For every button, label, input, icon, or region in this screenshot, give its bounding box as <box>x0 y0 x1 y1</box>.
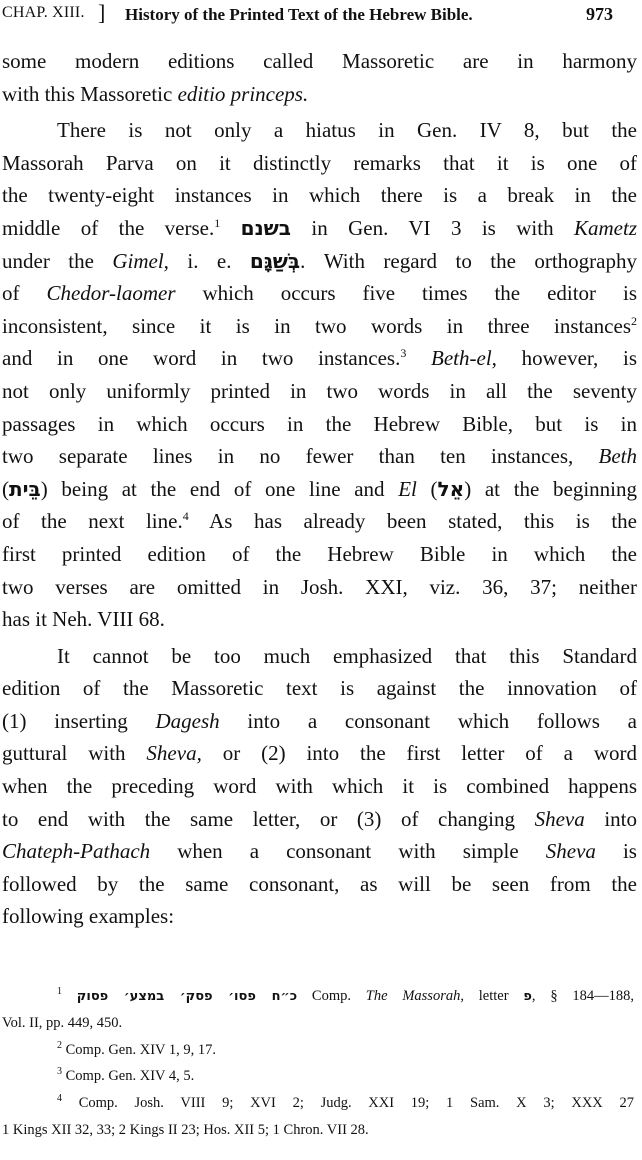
text-run: Comp. Gen. XIV 4, 5. <box>62 1068 195 1085</box>
body-line <box>2 45 637 78</box>
running-header <box>0 2 642 32</box>
text-run: As has already been stated, this is the <box>188 509 638 534</box>
body-line <box>2 705 637 738</box>
hebrew-text: פ <box>523 989 532 1004</box>
text-run <box>62 988 77 1004</box>
text-run: two separate lines in no fewer than ten instances, <box>2 444 599 469</box>
hebrew-text: בְּשַׁגָּם <box>249 248 301 273</box>
text-run: with this Massoretic <box>2 81 178 106</box>
text-run: first printed edition of the Hebrew Bible in which the <box>2 541 637 566</box>
text-run: however, is <box>496 346 637 371</box>
text-run: (1) inserting <box>2 708 156 733</box>
hebrew-text: בשנם <box>240 215 291 240</box>
text-run: guttural with <box>2 741 147 766</box>
text-run: ) being at the end of one line and <box>40 476 399 501</box>
hebrew-text: אֵל <box>437 476 465 501</box>
footnote-line <box>2 983 634 1010</box>
text-run: ) at the beginning <box>464 476 638 501</box>
italic-text: Gimel, <box>112 248 169 273</box>
text-run: into a consonant which follows a <box>219 708 637 733</box>
footnote-line <box>2 1090 634 1117</box>
text-run: of the next line. <box>2 509 183 534</box>
footnote-line <box>2 1037 634 1064</box>
text-run: into <box>584 806 637 831</box>
text-run: letter <box>463 988 524 1004</box>
body-line <box>2 770 637 803</box>
italic-text: Sheva <box>545 839 596 864</box>
running-title: History of the Printed Text of the Hebrew Bible. <box>125 5 473 24</box>
footnotes <box>2 983 634 1144</box>
text-run: to end with the same letter, or (3) of changing <box>2 806 535 831</box>
text-run: edition of the Massoretic text is against the innovation of <box>2 676 637 701</box>
text-run: under the <box>2 248 113 273</box>
text-run: middle of the verse. <box>2 215 215 240</box>
text-run: Massorah Parva on it distinctly remarks that it is one of <box>2 150 637 175</box>
body-line <box>2 473 637 506</box>
italic-text: Sheva, <box>146 741 202 766</box>
text-run: not only uniformly printed in two words in all the seventy <box>2 378 637 403</box>
chapter-label: CHAP. XIII. <box>2 4 85 21</box>
text-run: i. e. <box>168 248 250 273</box>
footnote-marker: 3 <box>57 1066 62 1078</box>
footnote-line <box>2 1063 634 1090</box>
body-line <box>2 672 637 705</box>
body-line <box>2 114 637 147</box>
footnote-marker: 2 <box>631 313 637 328</box>
page-number: 973 <box>586 4 613 24</box>
body-line <box>2 900 637 933</box>
italic-text: Beth-el, <box>431 346 497 371</box>
footnote-marker: 4 <box>57 1093 62 1105</box>
italic-text: editio princeps. <box>177 81 309 106</box>
text-run: the twenty-eight instances in which there is a break in the <box>2 183 637 208</box>
body-line <box>2 375 637 408</box>
body-line <box>2 408 637 441</box>
italic-text: Sheva <box>534 806 585 831</box>
text-run: , § 184—188, <box>531 988 635 1004</box>
footnote-marker: 4 <box>182 509 189 524</box>
body-line <box>2 179 637 212</box>
body-line <box>2 277 637 310</box>
text-run: in Gen. VI 3 is with <box>291 215 574 240</box>
text-run: or (2) into the first letter of a word <box>201 741 637 766</box>
text-run: following examples: <box>2 904 175 929</box>
body-line <box>2 245 637 278</box>
footnote-line <box>2 1117 634 1144</box>
text-run: is <box>595 839 637 864</box>
body-line <box>2 571 637 604</box>
body-line <box>2 640 637 673</box>
text-run: Comp. Josh. VIII 9; XVI 2; Judg. XXI 19; 1 Sam. X 3; XXX 27 <box>62 1095 634 1112</box>
text-run: Comp. Gen. XIV 1, 9, 17. <box>62 1041 216 1058</box>
italic-text: The Massorah, <box>365 988 464 1004</box>
text-run: and in one word in two instances. <box>2 346 401 371</box>
body-line <box>2 803 637 836</box>
footnote-marker: 1 <box>214 215 221 230</box>
text-run <box>220 216 240 240</box>
text-run: when a consonant with simple <box>150 839 546 864</box>
text-run: 1 Kings XII 32, 33; 2 Kings II 23; Hos. XII 5; 1 Chron. VII 28. <box>2 1121 369 1138</box>
italic-text: Chedor-laomer <box>46 281 176 306</box>
footnote-marker: 3 <box>400 346 407 361</box>
text-run: which occurs five times the editor is <box>175 281 637 306</box>
text-run: There is not only a hiatus in Gen. IV 8, but the <box>57 118 637 143</box>
text-run <box>406 346 431 370</box>
body-line <box>2 603 637 636</box>
italic-text: Dagesh <box>155 708 220 733</box>
text-run: of <box>2 281 47 306</box>
hebrew-text: בֵּית <box>9 476 41 501</box>
body-line <box>2 147 637 180</box>
header-bracket: ] <box>98 0 106 25</box>
footnote-line <box>2 1010 634 1037</box>
italic-text: Beth <box>598 444 637 469</box>
text-run: ( <box>2 476 9 501</box>
text-run: It cannot be too much emphasized that this Standard <box>57 643 637 668</box>
body-line <box>2 78 637 111</box>
text-run: some modern editions called Massoretic are in harmony <box>2 49 637 73</box>
text-run: inconsistent, since it is in two words in three instances <box>2 313 631 338</box>
body-line <box>2 310 637 343</box>
hebrew-text: כ״ח פסו׳ פסק׳ במצע׳ פסוק <box>76 989 298 1004</box>
body-line <box>2 868 637 901</box>
italic-text: Kametz <box>574 215 637 240</box>
body-line <box>2 505 637 538</box>
body-line <box>2 342 637 375</box>
body-line <box>2 212 637 245</box>
text-run: when the preceding word with which it is combined happens <box>2 774 637 799</box>
text-run: two verses are omitted in Josh. XXI, viz. 36, 37; neither <box>2 574 637 599</box>
text-run: . With regard to the orthography <box>300 248 637 273</box>
text-run: followed by the same consonant, as will be seen from the <box>2 871 637 896</box>
text-run: has it Neh. VIII 68. <box>2 607 165 632</box>
text-run: passages in which occurs in the Hebrew Bible, but is in <box>2 411 637 436</box>
body-line <box>2 835 637 868</box>
body-line <box>2 440 637 473</box>
body-line <box>2 737 637 770</box>
footnote-marker: 1 <box>57 986 62 998</box>
main-text <box>2 45 637 933</box>
text-run: Comp. <box>297 988 366 1004</box>
body-line <box>2 538 637 571</box>
text-run: Vol. II, pp. 449, 450. <box>2 1014 123 1031</box>
italic-text: El <box>398 476 417 501</box>
italic-text: Chateph-Pathach <box>2 839 151 864</box>
footnote-marker: 2 <box>57 1039 62 1051</box>
text-run: ( <box>416 476 438 501</box>
